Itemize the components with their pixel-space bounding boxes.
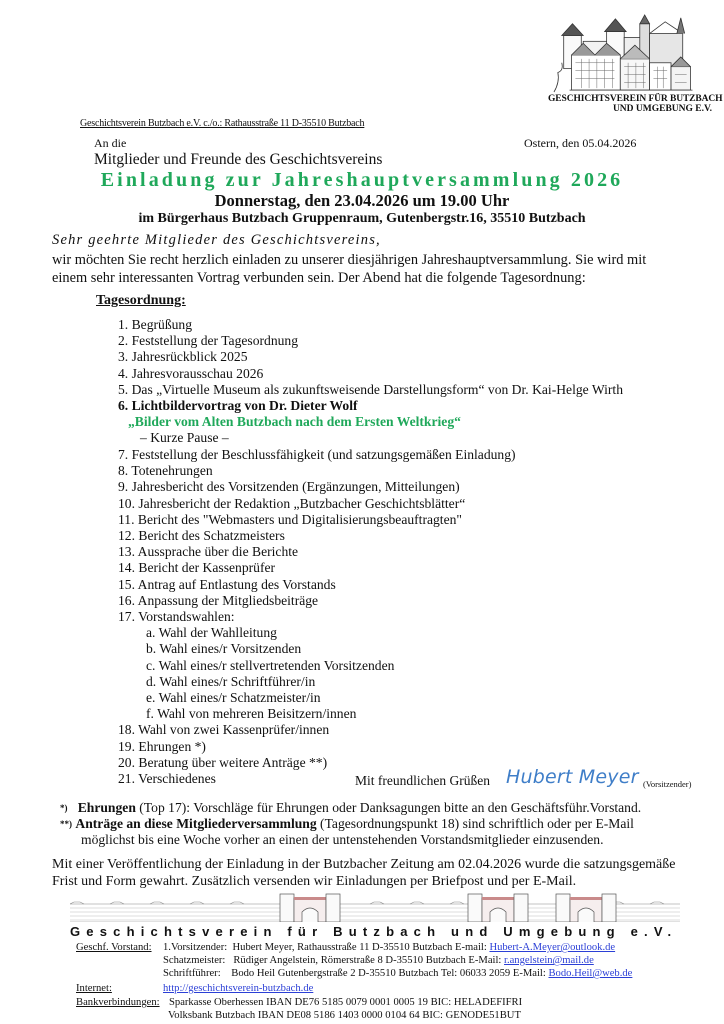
board-details: Rüdiger Angelstein, Römerstraße 8 D-35510 Butzbach E-Mail: bbox=[233, 955, 502, 966]
bank-label-wrapper bbox=[76, 996, 160, 1009]
agenda-item: 14. Bericht der Kassenprüfer bbox=[118, 560, 276, 576]
agenda-item: 18. Wahl von zwei Kassenprüfer/innen bbox=[118, 722, 330, 738]
election-item: f. Wahl von mehreren Beisitzern/innen bbox=[146, 706, 357, 722]
agenda-item: 20. Beratung über weitere Anträge **) bbox=[118, 754, 328, 770]
agenda-heading: Tagesordnung: bbox=[96, 293, 186, 308]
publication-line: Mit einer Veröffentlichung der Einladung in der Butzbacher Zeitung am 02.04.2026 wurde die satzungsgemäße bbox=[52, 857, 676, 872]
footnote-mark: *) bbox=[60, 803, 68, 813]
footnote-text: (Tagesordnungspunkt 18) sind schriftlich oder per E-Mail bbox=[316, 816, 634, 831]
agenda-item: 3. Jahresrückblick 2025 bbox=[118, 349, 248, 365]
board-role: Schriftführer: bbox=[163, 968, 221, 979]
association-logo bbox=[548, 14, 723, 114]
footnote-mark: **) bbox=[60, 819, 72, 829]
footnote-motions bbox=[60, 816, 634, 832]
lecture-title: „Bilder vom Alten Butzbach nach dem Ersten Weltkrieg“ bbox=[128, 414, 461, 430]
agenda-item: 7. Feststellung der Beschlussfähigkeit (und satzungsgemäßen Einladung) bbox=[118, 447, 516, 462]
publication-line: Frist und Form gewahrt. Zusätzlich versenden wir Einladungen per Briefpost und per E-Mail. bbox=[52, 874, 577, 889]
town-wall-illustration bbox=[70, 892, 680, 922]
board-member-treasurer bbox=[163, 954, 594, 967]
agenda-item: 4. Jahresvorausschau 2026 bbox=[118, 365, 264, 381]
agenda-item: 21. Verschiedenes bbox=[118, 771, 216, 787]
intro-paragraph bbox=[52, 251, 646, 287]
footnote-text: (Top 17): Vorschläge für Ehrungen oder Danksagungen bitte an den Geschäftsführ.Vorstand. bbox=[135, 800, 642, 815]
agenda-item: 12. Bericht des Schatzmeisters bbox=[118, 528, 285, 544]
invitation-title: Einladung zur Jahreshauptversammlung 2026 bbox=[100, 169, 624, 191]
agenda-item: 13. Aussprache über die Berichte bbox=[118, 544, 299, 560]
bank-label: Bankverbindungen: bbox=[76, 997, 160, 1008]
event-location: im Bürgerhaus Butzbach Gruppenraum, Gutenbergstr.16, 35510 Butzbach bbox=[138, 211, 586, 226]
agenda-item: 9. Jahresbericht des Vorsitzenden (Ergänzungen, Mitteilungen) bbox=[118, 479, 460, 495]
intro-line: einem sehr interessanten Vortrag verbunden sein. Der Abend hat die folgende Tagesordnung: bbox=[52, 270, 586, 286]
intro-line: wir möchten Sie recht herzlich einladen zu unserer diesjährigen Jahreshauptversammlung. Sie wird mit bbox=[52, 252, 647, 268]
board-member-chair bbox=[163, 941, 615, 954]
email-link[interactable]: Bodo.Heil@web.de bbox=[548, 968, 633, 979]
agenda-item: 16. Anpassung der Mitgliedsbeiträge bbox=[118, 592, 319, 608]
agenda-item: 17. Vorstandswahlen: bbox=[118, 609, 235, 625]
board-details: Bodo Heil Gutenbergstraße 2 D-35510 Butzbach Tel: 06033 2059 E-Mail: bbox=[231, 968, 546, 979]
signature-role: (Vorsitzender) bbox=[643, 779, 692, 789]
election-item: a. Wahl der Wahlleitung bbox=[146, 625, 277, 641]
sender-address-line: Geschichtsverein Butzbach e.V. c./o.: Rathausstraße 11 D-35510 Butzbach bbox=[80, 118, 365, 129]
election-item: b. Wahl eines/r Vorsitzenden bbox=[146, 641, 302, 657]
board-label: Geschf. Vorstand: bbox=[76, 942, 152, 953]
recipient-prefix: An die bbox=[94, 136, 127, 150]
agenda-item: 1. Begrüßung bbox=[118, 317, 193, 332]
letter-date: Ostern, den 05.04.2026 bbox=[524, 136, 637, 150]
board-member-secretary bbox=[163, 967, 632, 980]
agenda-item: 10. Jahresbericht der Redaktion „Butzbacher Geschichtsblätter“ bbox=[118, 495, 466, 511]
footnote-bold: Anträge an diese Mitgliederversammlung bbox=[75, 816, 317, 831]
publication-notice bbox=[52, 856, 675, 890]
footnote-bold: Ehrungen bbox=[77, 800, 136, 815]
website-link[interactable]: http://geschichtsverein-butzbach.de bbox=[163, 983, 314, 994]
agenda-item: 5. Das „Virtuelle Museum als zukunftsweisende Darstellungsform“ von Dr. Kai-Helge Wirth bbox=[118, 381, 624, 397]
agenda-item: 15. Antrag auf Entlastung des Vorstands bbox=[118, 576, 336, 592]
agenda-item: 19. Ehrungen *) bbox=[118, 738, 206, 754]
bank-account-2: Volksbank Butzbach IBAN DE08 5186 1403 0000 0104 64 BIC: GENODE51BUT bbox=[168, 1010, 521, 1021]
agenda-list-part-2 bbox=[118, 447, 516, 787]
logo-line-2: UND UMGEBUNG E.V. bbox=[612, 104, 712, 114]
bank-account-1: Sparkasse Oberhessen IBAN DE76 5185 0079 0001 0005 19 BIC: HELADEFIFRI bbox=[169, 997, 523, 1008]
election-item: d. Wahl eines/r Schriftführer/in bbox=[146, 673, 316, 689]
agenda-item-lecture: 6. Lichtbildervortrag von Dr. Dieter Wolf bbox=[118, 398, 358, 414]
organization-banner: Geschichtsverein für Butzbach und Umgebung e.V. bbox=[70, 924, 678, 939]
election-item: e. Wahl eines/r Schatzmeister/in bbox=[146, 690, 321, 706]
signature: Hubert Meyer bbox=[506, 766, 639, 788]
recipient-name: Mitglieder und Freunde des Geschichtsvereins bbox=[94, 151, 383, 168]
board-details: Hubert Meyer, Rathausstraße 11 D-35510 Butzbach E-mail: bbox=[232, 942, 487, 953]
footnote-continuation: möglichst bis eine Woche vorher an einen der untenstehenden Vorstandsmitglieder einzusenden. bbox=[81, 832, 604, 847]
board-role: 1.Vorsitzender: bbox=[163, 942, 228, 953]
agenda-item: 11. Bericht des "Webmasters und Digitalisierungsbeauftragten" bbox=[118, 511, 462, 527]
salutation: Sehr geehrte Mitglieder des Geschichtsvereins, bbox=[52, 232, 381, 248]
board-role: Schatzmeister: bbox=[163, 955, 226, 966]
pause-note: – Kurze Pause – bbox=[140, 430, 229, 446]
internet-label: Internet: bbox=[76, 983, 112, 994]
election-item: c. Wahl eines/r stellvertretenden Vorsitzenden bbox=[146, 657, 395, 673]
logo-line-1: GESCHICHTSVEREIN FÜR BUTZBACH bbox=[548, 94, 723, 104]
event-datetime: Donnerstag, den 23.04.2026 um 19.00 Uhr bbox=[214, 191, 510, 210]
closing-greeting: Mit freundlichen Grüßen bbox=[355, 773, 490, 788]
agenda-list-part-1 bbox=[118, 317, 623, 447]
agenda-item: 8. Totenehrungen bbox=[118, 463, 213, 479]
castle-town-illustration bbox=[548, 14, 716, 94]
email-link[interactable]: r.angelstein@mail.de bbox=[504, 955, 594, 966]
footnote-honors bbox=[60, 800, 641, 816]
email-link[interactable]: Hubert-A.Meyer@outlook.de bbox=[489, 942, 616, 953]
agenda-item: 2. Feststellung der Tagesordnung bbox=[118, 333, 299, 349]
